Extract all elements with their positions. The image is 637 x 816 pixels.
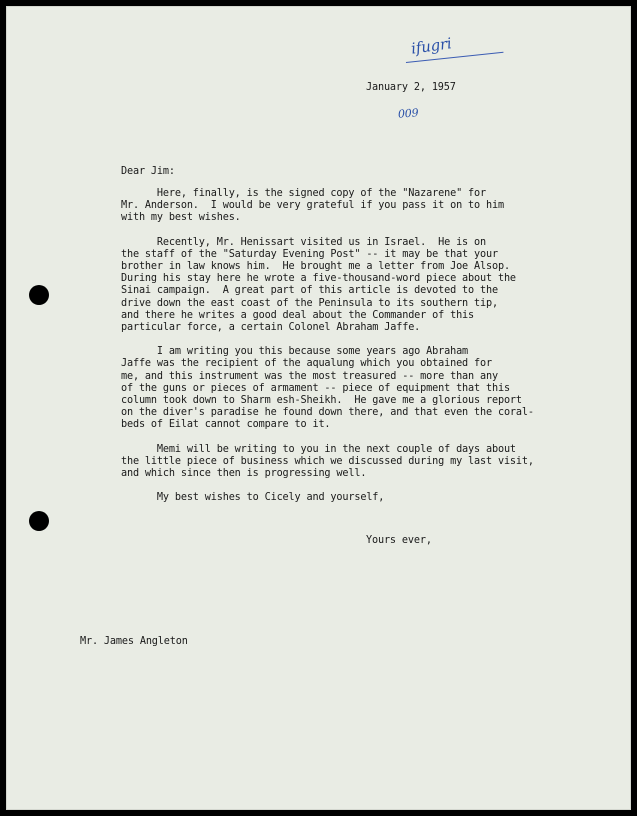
text-line: of the guns or pieces of armament -- piece of equipment that this: [121, 382, 510, 394]
text-line: My best wishes to Cicely and yourself,: [121, 492, 385, 504]
handwritten-note: ifugri: [409, 34, 453, 58]
text-line: Sinai campaign. A great part of this article is devoted to the: [121, 285, 498, 297]
handwritten-number: 009: [397, 106, 419, 121]
letter-paragraph: [121, 237, 551, 335]
text-line: with my best wishes.: [121, 212, 241, 224]
text-line: I am writing you this because some years ago Abraham: [121, 346, 469, 358]
letter-paragraph: [121, 346, 551, 431]
closing: Yours ever,: [366, 535, 432, 546]
text-line: particular force, a certain Colonel Abraham Jaffe.: [121, 322, 421, 334]
text-line: on the diver's paradise he found down there, and that even the coral-: [121, 407, 534, 419]
text-line: During his stay here he wrote a five-thousand-word piece about the: [121, 273, 516, 285]
text-line: column took down to Sharm esh-Sheikh. He gave me a glorious report: [121, 395, 522, 407]
text-line: Memi will be writing to you in the next couple of days about: [121, 443, 516, 455]
text-line: Here, finally, is the signed copy of the "Nazarene" for: [121, 188, 486, 199]
text-line: Mr. Anderson. I would be very grateful if you pass it on to him: [121, 200, 504, 212]
text-line: me, and this instrument was the most treasured -- more than any: [121, 370, 498, 382]
punch-hole: [29, 285, 49, 305]
letter-date: January 2, 1957: [366, 82, 456, 93]
letter-body: [121, 188, 551, 516]
text-line: brother in law knows him. He brought me a letter from Joe Alsop.: [121, 261, 510, 273]
text-line: and which since then is progressing well.: [121, 468, 367, 480]
text-line: and there he writes a good deal about the Commander of this: [121, 309, 475, 321]
letter-paragraph: [121, 444, 551, 481]
letter-paragraph: [121, 188, 551, 225]
text-line: Jaffe was the recipient of the aqualung which you obtained for: [121, 358, 492, 370]
text-line: the staff of the "Saturday Evening Post" -- it may be that your: [121, 248, 498, 260]
recipient: Mr. James Angleton: [80, 636, 188, 647]
letter-page: [6, 6, 631, 810]
text-line: the little piece of business which we discussed during my last visit,: [121, 455, 534, 467]
punch-hole: [29, 511, 49, 531]
text-line: drive down the east coast of the Peninsula to its southern tip,: [121, 297, 498, 309]
salutation: Dear Jim:: [121, 166, 175, 177]
text-line: beds of Eilat cannot compare to it.: [121, 419, 331, 431]
text-line: Recently, Mr. Henissart visited us in Israel. He is on: [121, 236, 486, 248]
letter-paragraph: [121, 492, 551, 504]
